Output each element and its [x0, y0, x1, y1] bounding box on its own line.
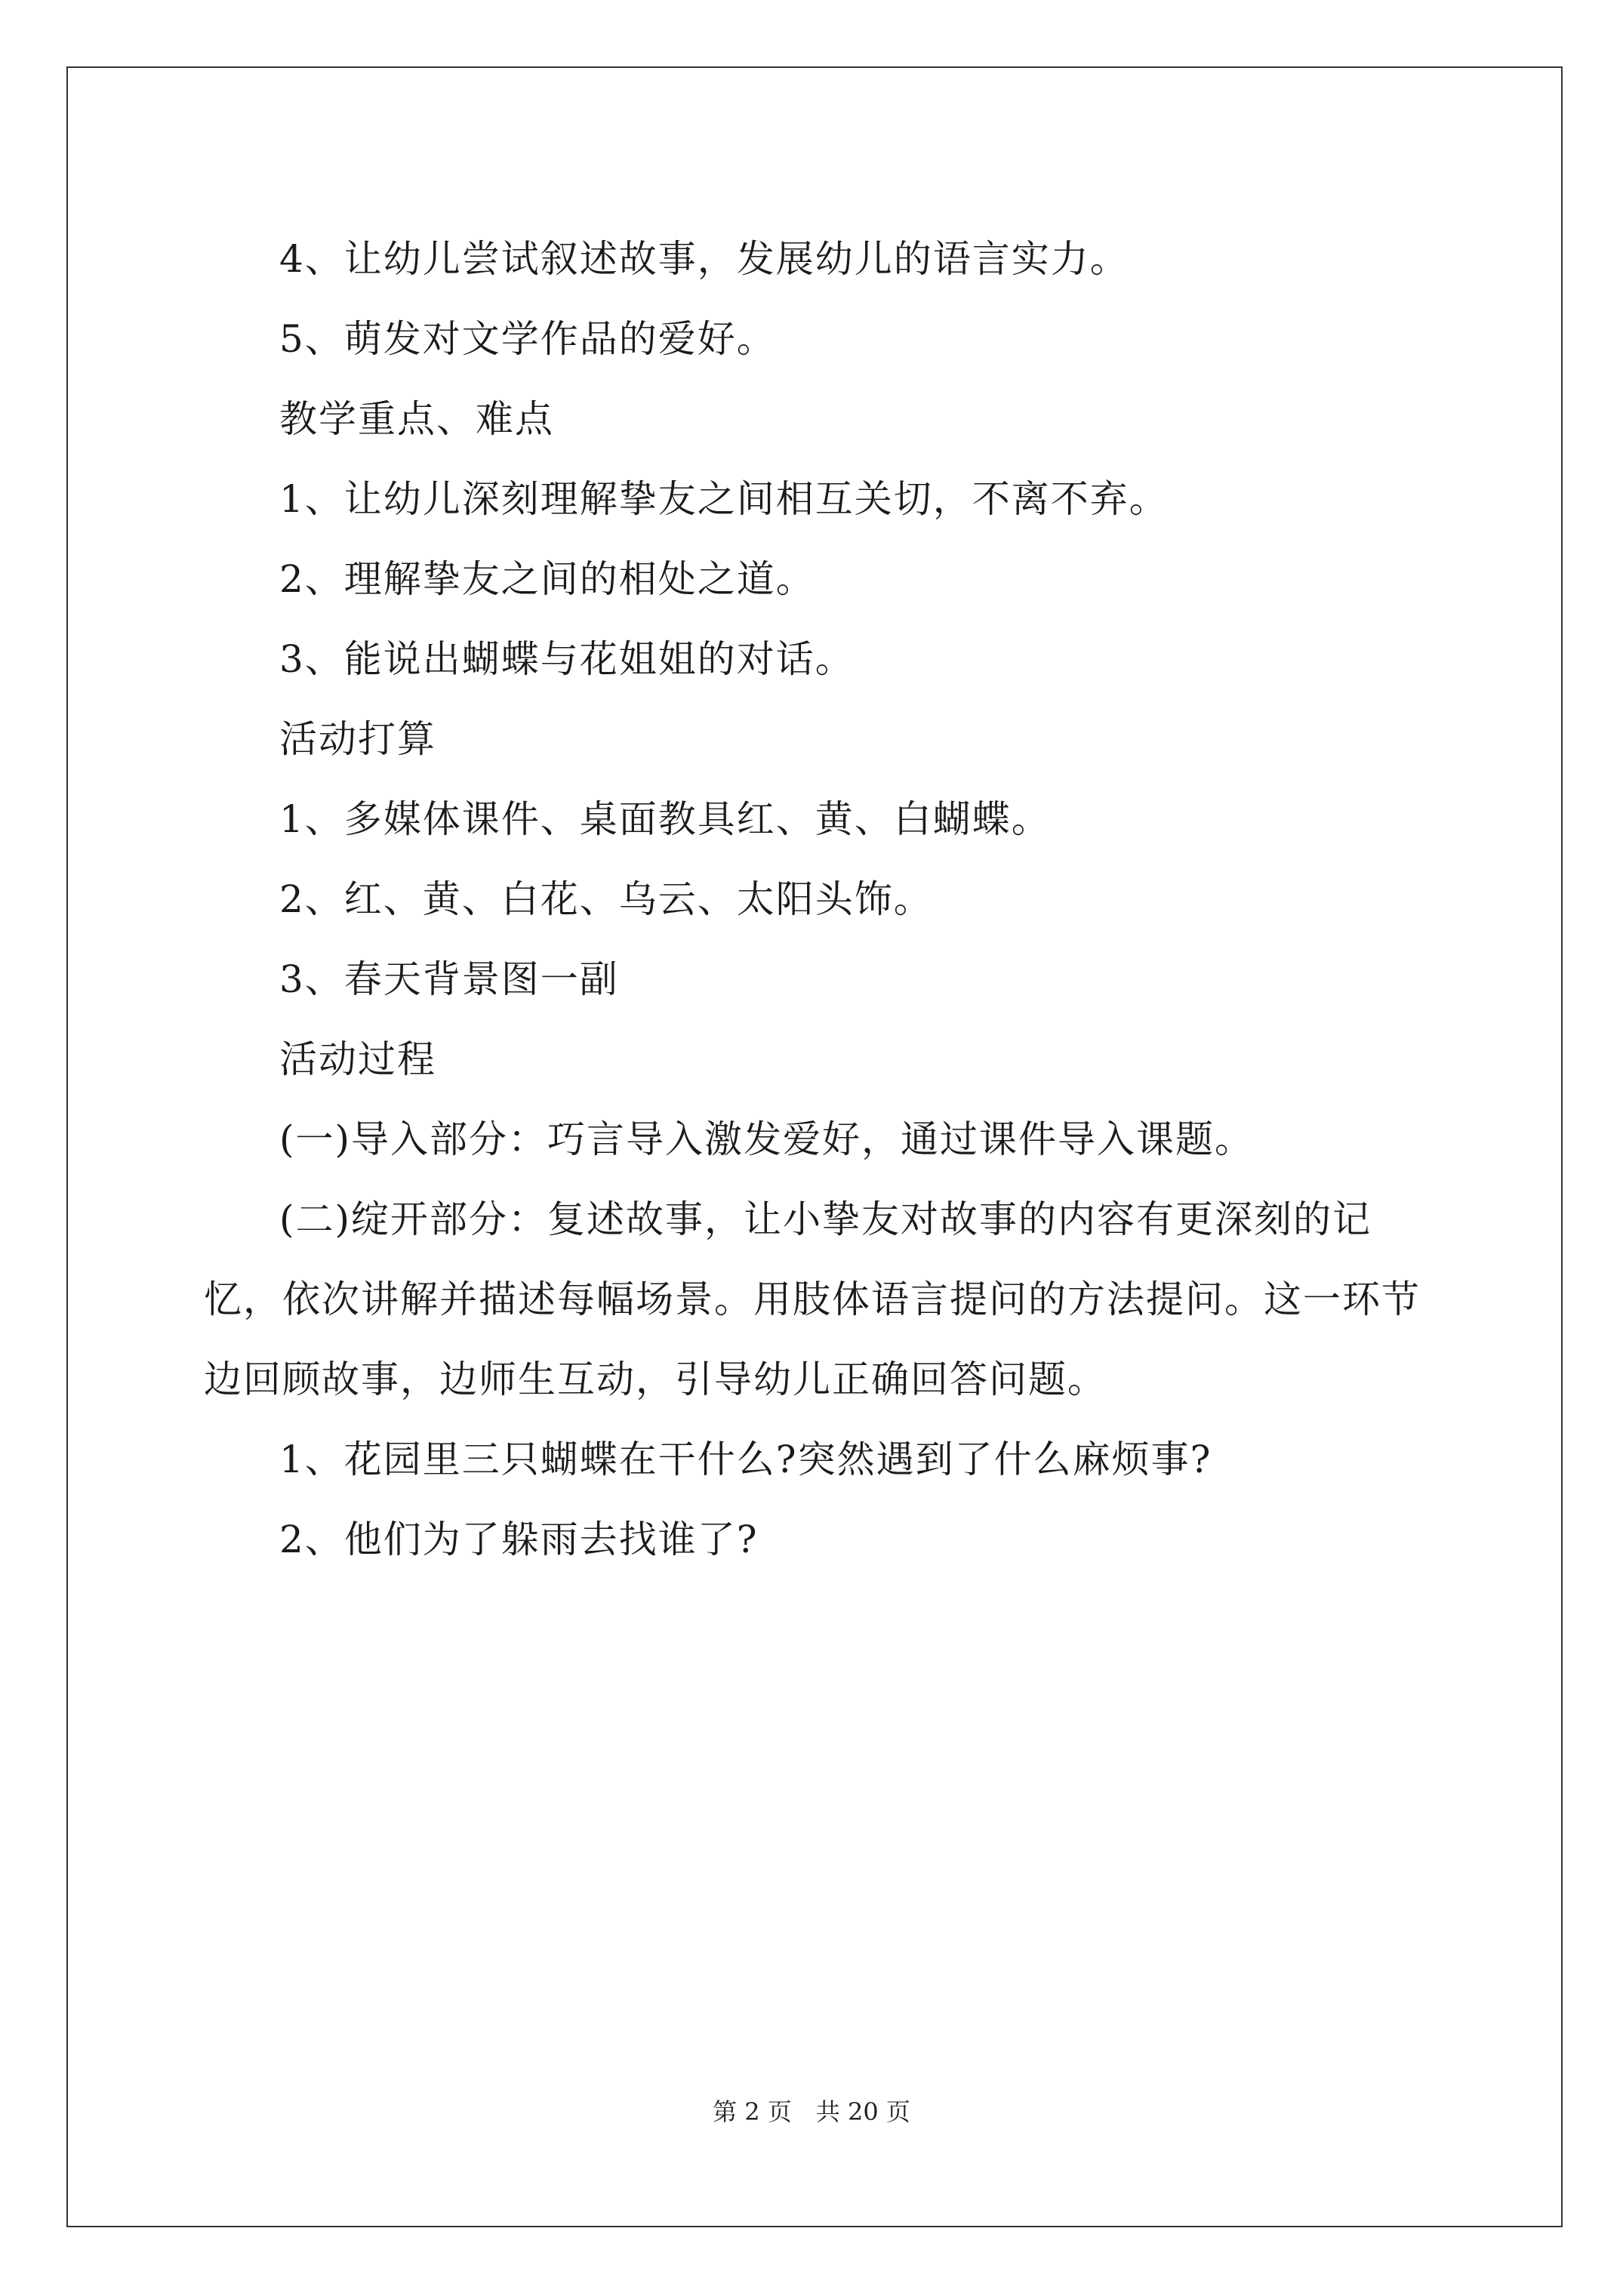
document-body: [204, 219, 1442, 1579]
paragraph: 3、春天背景图一副: [279, 957, 619, 1001]
section-heading: 活动打算: [279, 717, 436, 761]
paragraph: 1、多媒体课件、桌面教具红、黄、白蝴蝶。: [279, 797, 1051, 841]
paragraph: (二)绽开部分：复述故事，让小挚友对故事的内容有更深刻的记忆，依次讲解并描述每幅场景。用肢体语言提问的方法提问。这一环节边回顾故事，边师生互动，引导幼儿正确回答问题。: [204, 1197, 1421, 1401]
paragraph: 1、花园里三只蝴蝶在干什么?突然遇到了什么麻烦事?: [279, 1438, 1212, 1481]
section-heading: 教学重点、难点: [279, 397, 554, 441]
section-heading: 活动过程: [279, 1037, 436, 1081]
paragraph: 4、让幼儿尝试叙述故事，发展幼儿的语言实力。: [279, 237, 1129, 281]
paragraph: 2、他们为了躲雨去找谁了?: [279, 1518, 759, 1561]
paragraph: 5、萌发对文学作品的爱好。: [279, 317, 776, 361]
paragraph: 2、理解挚友之间的相处之道。: [279, 557, 815, 601]
page-number-footer: 第 2 页 共 20 页: [713, 2097, 910, 2126]
paragraph: 1、让幼儿深刻理解挚友之间相互关切，不离不弃。: [279, 477, 1169, 521]
paragraph: (一)导入部分：巧言导入激发爱好，通过课件导入课题。: [279, 1117, 1255, 1161]
paragraph: 3、能说出蝴蝶与花姐姐的对话。: [279, 637, 855, 681]
paragraph: 2、红、黄、白花、乌云、太阳头饰。: [279, 877, 933, 921]
